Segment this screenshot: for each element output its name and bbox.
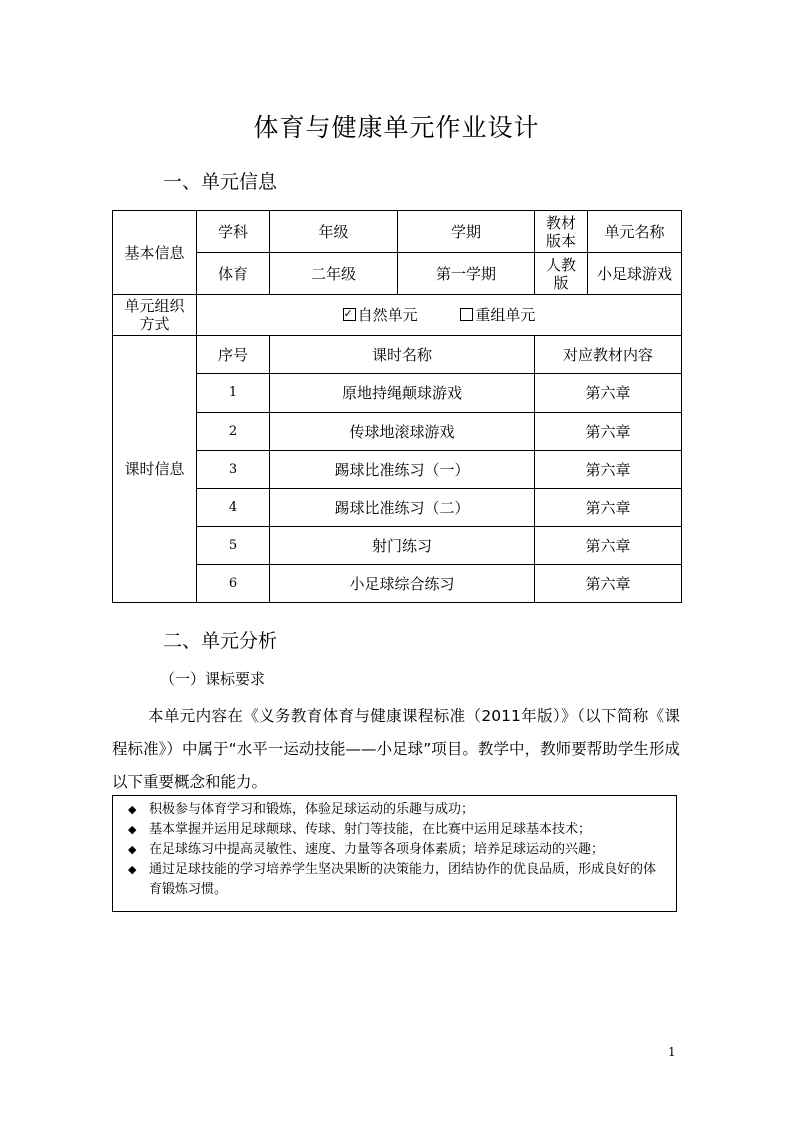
lesson-name: 原地持绳颠球游戏 [270, 374, 535, 413]
lesson-content: 第六章 [535, 451, 682, 489]
table-row [113, 374, 682, 413]
value-unit-name: 小足球游戏 [588, 253, 682, 295]
header-lesson-content: 对应教材内容 [535, 336, 682, 374]
goals-list [113, 796, 676, 900]
value-textbook-version: 人教版 [535, 253, 588, 295]
lesson-content: 第六章 [535, 374, 682, 413]
org-method-label: 单元组织方式 [113, 295, 197, 336]
diamond-bullet-icon: ◆ [128, 863, 137, 876]
table-row [113, 413, 682, 451]
lesson-content: 第六章 [535, 413, 682, 451]
header-textbook-version: 教材版本 [535, 211, 588, 253]
org-option-natural: 自然单元 [357, 306, 418, 324]
lesson-name: 踢球比准练习（一） [270, 451, 535, 489]
header-semester: 学期 [398, 211, 535, 253]
lesson-no: 5 [197, 527, 270, 565]
section-heading-unit-analysis: 二、单元分析 [163, 630, 278, 652]
diamond-bullet-icon: ◆ [128, 803, 137, 816]
table-row [113, 565, 682, 603]
diamond-bullet-icon: ◆ [128, 823, 137, 836]
header-grade: 年级 [270, 211, 398, 253]
list-item: ◆ 在足球练习中提高灵敏性、速度、力量等各项身体素质；培养足球运动的兴趣； [149, 840, 676, 860]
lesson-no: 2 [197, 413, 270, 451]
basic-info-label: 基本信息 [113, 211, 197, 295]
value-grade: 二年级 [270, 253, 398, 295]
unit-info-table [112, 210, 682, 603]
value-subject: 体育 [197, 253, 270, 295]
goals-box [112, 795, 677, 912]
table-row [113, 489, 682, 527]
lesson-name: 射门练习 [270, 527, 535, 565]
diamond-bullet-icon: ◆ [128, 843, 137, 856]
lesson-name: 小足球综合练习 [270, 565, 535, 603]
header-lesson-no: 序号 [197, 336, 270, 374]
lesson-content: 第六章 [535, 489, 682, 527]
table-row [113, 527, 682, 565]
document-title: 体育与健康单元作业设计 [253, 113, 540, 142]
header-subject: 学科 [197, 211, 270, 253]
list-item: ◆ 积极参与体育学习和锻炼，体验足球运动的乐趣与成功； [149, 800, 676, 820]
checked-box-icon[interactable] [343, 308, 356, 321]
subsection-heading-curriculum: （一）课标要求 [160, 670, 266, 688]
page-number: 1 [668, 1045, 676, 1059]
unchecked-box-icon[interactable] [460, 308, 473, 321]
list-item: ◆ 基本掌握并运用足球颠球、传球、射门等技能，在比赛中运用足球基本技术； [149, 820, 676, 840]
list-item: ◆ 通过足球技能的学习培养学生坚决果断的决策能力，团结协作的优良品质，形成良好的体育锻炼习惯。 [128, 862, 657, 897]
body-paragraph: 本单元内容在《义务教育体育与健康课程标准（2011年版）》（以下简称《课程标准》）中属于“水平一运动技能——小足球”项目。教学中，教师要帮助学生形成以下重要概念和能力。 [112, 707, 680, 791]
table-row [113, 451, 682, 489]
lesson-content: 第六章 [535, 527, 682, 565]
lesson-name: 踢球比准练习（二） [270, 489, 535, 527]
org-method-options [197, 295, 682, 336]
value-semester: 第一学期 [398, 253, 535, 295]
lesson-content: 第六章 [535, 565, 682, 603]
header-lesson-name: 课时名称 [270, 336, 535, 374]
lesson-no: 4 [197, 489, 270, 527]
lesson-no: 6 [197, 565, 270, 603]
section-heading-unit-info: 一、单元信息 [163, 171, 278, 193]
lesson-info-label: 课时信息 [113, 336, 197, 603]
org-option-regroup: 重组单元 [475, 306, 536, 324]
header-unit-name: 单元名称 [588, 211, 682, 253]
lesson-no: 1 [197, 374, 270, 413]
lesson-no: 3 [197, 451, 270, 489]
lesson-name: 传球地滚球游戏 [270, 413, 535, 451]
